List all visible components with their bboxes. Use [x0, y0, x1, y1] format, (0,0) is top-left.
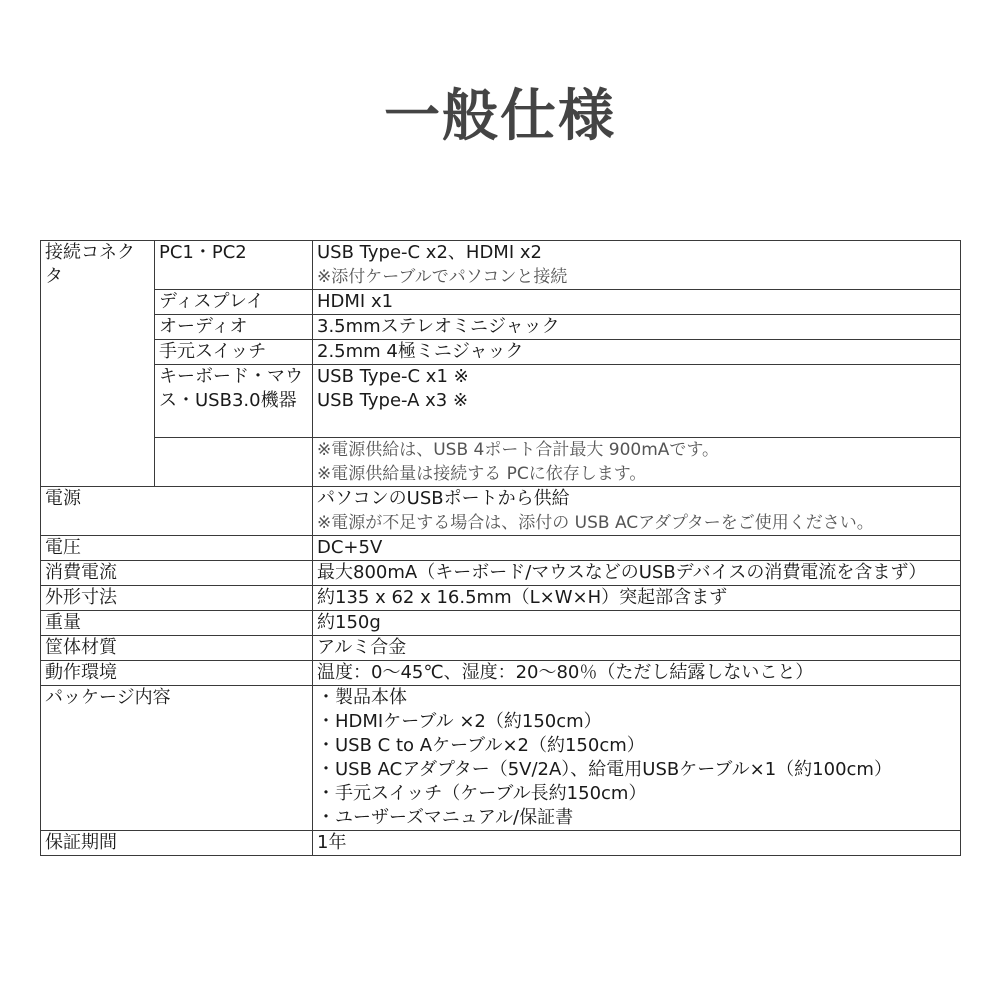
package-item: ・ユーザーズマニュアル/保証書: [317, 807, 574, 828]
spec-sublabel-display: ディスプレイ: [155, 290, 313, 315]
spec-row-connector-display: [41, 290, 961, 315]
spec-value-pc-main: USB Type-C x2、HDMI x2: [317, 242, 542, 263]
spec-note-line1: ※電源供給は、USB 4ポート合計最大 900mAです。: [317, 440, 720, 460]
spec-row-connector-kbm: [41, 365, 961, 438]
spec-value-power-note: ※電源が不足する場合は、添付の USB ACアダプターをご使用ください。: [317, 513, 874, 533]
spec-row-power: [41, 487, 961, 536]
spec-row-weight: [41, 611, 961, 636]
spec-value-package: [313, 686, 961, 831]
package-item: ・HDMIケーブル ×2（約150cm）: [317, 711, 602, 732]
spec-value-kbm: [313, 365, 961, 438]
spec-value-audio: 3.5mmステレオミニジャック: [313, 315, 961, 340]
spec-value-material: アルミ合金: [313, 636, 961, 661]
spec-label-connector: 接続コネクタ: [41, 241, 155, 487]
spec-value-voltage: DC+5V: [313, 536, 961, 561]
package-item: ・USB C to Aケーブル×2（約150cm）: [317, 735, 645, 756]
spec-note-line2: ※電源供給量は接続する PCに依存します。: [317, 464, 647, 484]
spec-row-dimensions: [41, 586, 961, 611]
spec-value-pc: [313, 241, 961, 290]
spec-row-environment: [41, 661, 961, 686]
spec-value-weight: 約150g: [313, 611, 961, 636]
spec-value-environment: 温度：0～45℃、湿度：20～80％（ただし結露しないこと）: [313, 661, 961, 686]
spec-value-dimensions: 約135 x 62 x 16.5mm（L×W×H）突起部含まず: [313, 586, 961, 611]
spec-value-power: [313, 487, 961, 536]
spec-value-display: HDMI x1: [313, 290, 961, 315]
spec-label-material: 筐体材質: [41, 636, 313, 661]
spec-label-power: 電源: [41, 487, 313, 536]
spec-sublabel-pc: PC1・PC2: [155, 241, 313, 290]
spec-label-current: 消費電流: [41, 561, 313, 586]
spec-label-warranty: 保証期間: [41, 831, 313, 856]
spec-value-power-main: パソコンのUSBポートから供給: [317, 488, 570, 509]
spec-row-connector-audio: [41, 315, 961, 340]
spec-value-power-note: [313, 438, 961, 487]
package-item: ・手元スイッチ（ケーブル長約150cm）: [317, 783, 647, 804]
page-title: 一般仕様: [384, 84, 616, 149]
spec-row-connector-switch: [41, 340, 961, 365]
spec-label-voltage: 電圧: [41, 536, 313, 561]
spec-label-package: パッケージ内容: [41, 686, 313, 831]
spec-value-pc-note: ※添付ケーブルでパソコンと接続: [317, 267, 568, 287]
spec-sublabel-switch: 手元スイッチ: [155, 340, 313, 365]
spec-row-warranty: [41, 831, 961, 856]
spec-row-connector-power-note: [41, 438, 961, 487]
spec-sublabel-empty: [155, 438, 313, 487]
spec-sublabel-audio: オーディオ: [155, 315, 313, 340]
spec-value-kbm-typec: USB Type-C x1 ※: [317, 366, 469, 387]
spec-row-package: [41, 686, 961, 831]
spec-value-kbm-typea: USB Type-A x3 ※: [317, 390, 469, 411]
spec-row-connector-pc: [41, 241, 961, 290]
spec-row-current: [41, 561, 961, 586]
spec-sublabel-kbm: キーボード・マウス・USB3.0機器: [155, 365, 313, 438]
spec-row-voltage: [41, 536, 961, 561]
spec-value-current: 最大800mA（キーボード/マウスなどのUSBデバイスの消費電流を含まず）: [313, 561, 961, 586]
spec-label-dimensions: 外形寸法: [41, 586, 313, 611]
spec-row-material: [41, 636, 961, 661]
spec-label-weight: 重量: [41, 611, 313, 636]
spec-table: [40, 240, 961, 856]
spec-label-environment: 動作環境: [41, 661, 313, 686]
package-item: ・製品本体: [317, 687, 407, 708]
package-item: ・USB ACアダプター（5V/2A）、給電用USBケーブル×1（約100cm）: [317, 759, 892, 780]
spec-value-switch: 2.5mm 4極ミニジャック: [313, 340, 961, 365]
spec-value-warranty: 1年: [313, 831, 961, 856]
